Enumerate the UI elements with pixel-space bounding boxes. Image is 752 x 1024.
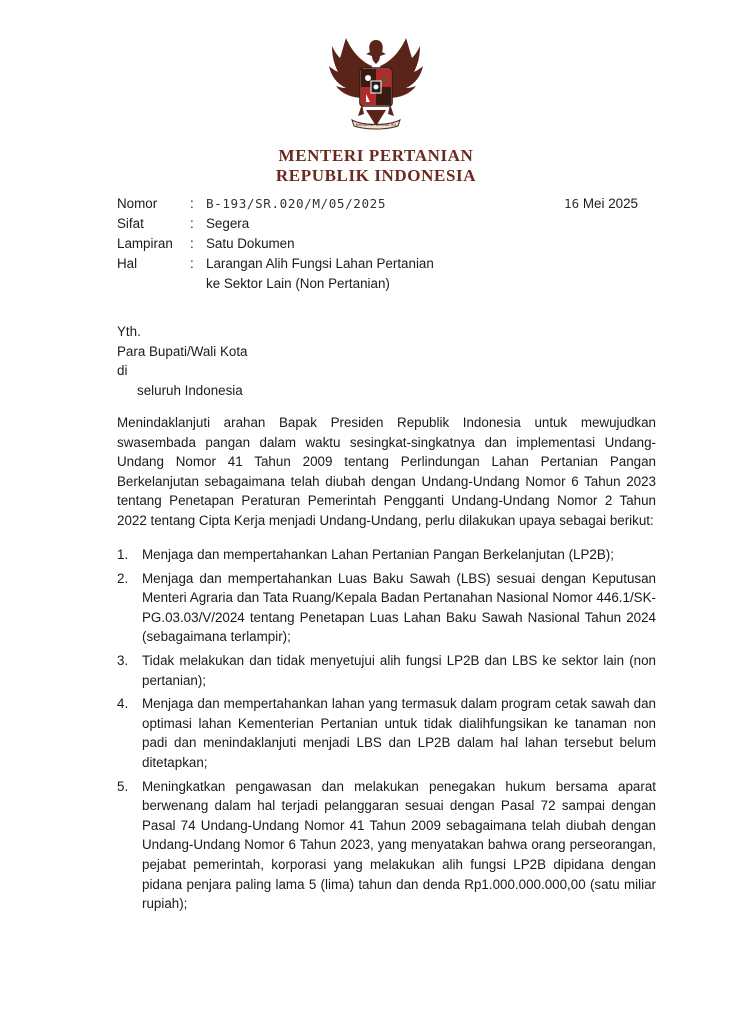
- item-text: Menjaga dan mempertahankan Lahan Pertanian Pangan Berkelanjutan (LP2B);: [142, 547, 614, 562]
- action-list: [117, 545, 656, 918]
- lampiran-value: Satu Dokumen: [206, 236, 295, 251]
- nomor-label: Nomor: [117, 196, 158, 211]
- meta-sifat: [117, 214, 466, 234]
- letter-body: [117, 413, 656, 531]
- emblem-motto: BHINNEKA TUNGGAL IKA: [355, 123, 397, 127]
- item-text: Menjaga dan mempertahankan lahan yang termasuk dalam program cetak sawah dan optimasi lahan Kementerian Pertanian untuk tidak dialihfungsikan ke tanaman non padi dan menindaklanjuti menjadi LBS dan LP2B dalam hal lahan tersebut belum ditetapkan;: [142, 696, 656, 770]
- item-number: 3.: [117, 652, 129, 668]
- list-item: [117, 545, 656, 565]
- sifat-value: Segera: [206, 216, 250, 231]
- garuda-emblem-icon: [322, 26, 430, 134]
- item-text: Menjaga dan mempertahankan Luas Baku Sawah (LBS) sesuai dengan Keputusan Menteri Agraria dan Tata Ruang/Kepala Badan Pertanahan Nasional Nomor 446.1/SK-PG.03.03/V/2024 tentang Penetapan Luas Lahan Baku Sawah Nasional Tahun 2024 (sebagaimana terlampir);: [142, 570, 656, 645]
- meta-lampiran: [117, 234, 466, 254]
- list-item: [117, 777, 656, 914]
- colon: :: [190, 196, 194, 211]
- item-number: 4.: [117, 696, 129, 712]
- colon: :: [190, 216, 194, 231]
- address-di: di: [117, 363, 128, 378]
- lampiran-label: Lampiran: [117, 236, 173, 251]
- list-item: [117, 569, 656, 647]
- item-text: Meningkatkan pengawasan dan melakukan penegakan hukum bersama aparat berwenang dalam hal terjadi pelanggaran sesuai dengan Pasal 72 sampai dengan Pasal 74 Undang-Undang Nomor 41 Tahun 2009 sebagaimana telah diubah dengan Undang-Undang Nomor 6 Tahun 2023, yang menyatakan bahwa orang perseorangan, pejabat pemerintah, korporasi yang melakukan alih fungsi LP2B dipidana dengan pidana penjara paling lama 5 (lima) tahun dan denda Rp1.000.000.000,00 (satu miliar rupiah);: [142, 778, 656, 912]
- nomor-value: B-193/SR.020/M/05/2025: [206, 196, 387, 211]
- address-yth: Yth.: [117, 324, 141, 339]
- date-day: 16: [564, 196, 580, 211]
- letterhead-title: MENTERI PERTANIAN: [278, 146, 474, 165]
- date-month-year: Mei 2025: [582, 196, 638, 211]
- letter-date: [564, 194, 638, 214]
- list-item: [117, 651, 656, 690]
- list-item: [117, 694, 656, 772]
- hal-label: Hal: [117, 256, 138, 271]
- meta-hal: [117, 254, 466, 294]
- recipient-address: [117, 322, 248, 400]
- intro-paragraph: Menindaklanjuti arahan Bapak Presiden Republik Indonesia untuk mewujudkan swasembada pangan dalam waktu sesingkat-singkatnya dan implementasi Undang-Undang Nomor 41 Tahun 2009 tentang Perlindungan Lahan Pertanian Pangan Berkelanjutan sebagaimana telah diubah dengan Undang-Undang Nomor 6 Tahun 2023 tentang Penetapan Peraturan Pemerintah Pengganti Undang-Undang Nomor 2 Tahun 2022 tentang Cipta Kerja menjadi Undang-Undang, perlu dilakukan upaya sebagai berikut:: [117, 415, 656, 528]
- sifat-label: Sifat: [117, 216, 144, 231]
- meta-nomor: [117, 194, 466, 214]
- colon: :: [190, 236, 194, 251]
- letter-meta: [117, 194, 466, 294]
- address-place: seluruh Indonesia: [137, 382, 243, 398]
- colon: :: [190, 256, 194, 271]
- letterhead-subtitle: REPUBLIK INDONESIA: [275, 166, 477, 185]
- address-recipient: Para Bupati/Wali Kota: [117, 343, 248, 359]
- item-number: 5.: [117, 778, 129, 794]
- hal-value: [206, 254, 466, 294]
- item-text: Tidak melakukan dan tidak menyetujui alih fungsi LP2B dan LBS ke sektor lain (non pertanian);: [142, 652, 656, 688]
- item-number: 2.: [117, 570, 129, 586]
- hal-value-line-2: ke Sektor Lain (Non Pertanian): [206, 276, 390, 291]
- hal-value-line-1: Larangan Alih Fungsi Lahan Pertanian: [206, 256, 434, 271]
- item-number: 1.: [117, 547, 129, 562]
